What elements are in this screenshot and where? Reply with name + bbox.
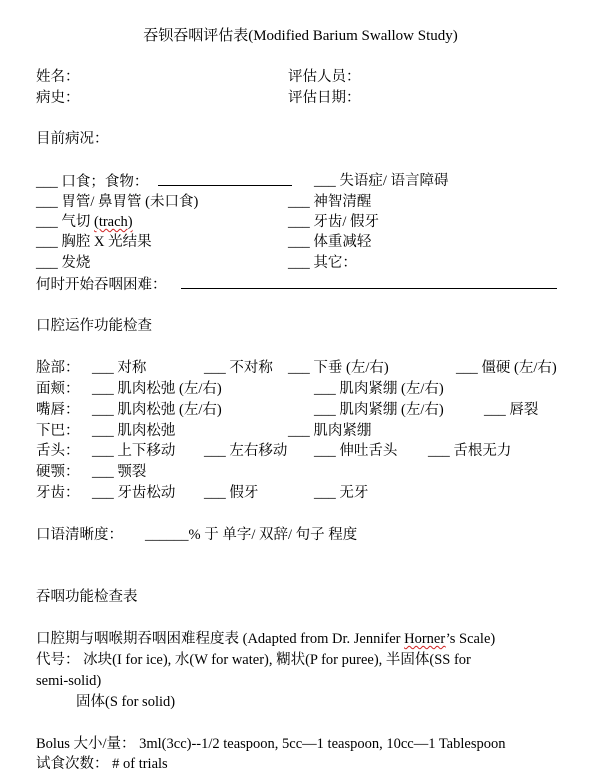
trials-line: 试食次数： # of trials xyxy=(36,756,168,772)
condition-other: ___ 其它： xyxy=(288,255,357,271)
code-line-2: semi-solid) xyxy=(36,673,102,689)
clarity-text: 于 单字/ 双辞/ 句子 程度 xyxy=(204,527,358,543)
condition-alert: ___ 神智清醒 xyxy=(288,194,372,210)
condition-oral-intake: ___ 口食；食物： xyxy=(36,171,292,192)
condition-teeth: ___ 牙齿/ 假牙 xyxy=(288,214,380,230)
tongue-up-down: ___ 上下移动 xyxy=(92,443,176,459)
code-line-3: 固体(S for solid) xyxy=(76,694,176,710)
clarity-blank: ______% xyxy=(145,527,201,543)
jaw-tight: ___ 肌肉紧绷 xyxy=(288,423,372,439)
palate-label: 硬颚： xyxy=(36,464,80,480)
clarity-row xyxy=(36,525,357,545)
code-line-1: 代号： 冰块(I for ice), 水(W for water), 糊状(P for puree), 半固体(SS for xyxy=(36,652,471,668)
face-asymmetric: ___ 不对称 xyxy=(204,360,273,376)
clarity-label: 口语清晰度： xyxy=(36,527,123,543)
face-label: 脸部： xyxy=(36,360,80,376)
bolus-line: Bolus 大小/量： 3ml(3cc)--1/2 teaspoon, 5cc—1 teaspoon, 10cc—1 Tablespoon xyxy=(36,736,506,752)
lips-tight: ___ 肌肉紧绷 (左/右) xyxy=(314,402,444,418)
teeth-denture: ___ 假牙 xyxy=(204,485,259,501)
tongue-label: 舌头： xyxy=(36,443,80,459)
cheek-label: 面颊： xyxy=(36,381,80,397)
jaw-label: 下巴： xyxy=(36,423,80,439)
eval-date-label: 评估日期： xyxy=(288,90,361,106)
condition-chest-xray: ___ 胸腔 X 光结果 xyxy=(36,234,152,250)
condition-trach: ___ 气切 (trach) xyxy=(36,214,133,230)
teeth-none: ___ 无牙 xyxy=(314,485,369,501)
face-droop: ___ 下垂 (左/右) xyxy=(288,360,389,376)
tongue-side: ___ 左右移动 xyxy=(204,443,288,459)
evaluator-label: 评估人员： xyxy=(288,69,361,85)
teeth-label: 牙齿： xyxy=(36,485,80,501)
swallow-heading: 吞咽功能检查表 xyxy=(36,589,138,605)
tongue-base-weak: ___ 舌根无力 xyxy=(428,443,512,459)
jaw-flaccid: ___ 肌肉松弛 xyxy=(92,423,176,439)
condition-feeding-tube: ___ 胃管/ 鼻胃管 (未口食) xyxy=(36,194,199,210)
onset-row: 何时开始吞咽困难： xyxy=(36,274,557,295)
teeth-loose: ___ 牙齿松动 xyxy=(92,485,176,501)
page-title: 吞钡吞咽评估表(Modified Barium Swallow Study) xyxy=(143,28,458,44)
lips-flaccid: ___ 肌肉松弛 (左/右) xyxy=(92,402,222,418)
lips-cleft: ___ 唇裂 xyxy=(484,402,539,418)
cheek-tight: ___ 肌肉紧绷 (左/右) xyxy=(314,381,444,397)
tongue-protrude: ___ 伸吐舌头 xyxy=(314,443,398,459)
condition-fever: ___ 发烧 xyxy=(36,255,91,271)
history-label: 病史： xyxy=(36,90,80,106)
lips-label: 嘴唇： xyxy=(36,402,80,418)
condition-aphasia: ___ 失语症/ 语言障碍 xyxy=(314,173,449,189)
palate-cleft: ___ 颚裂 xyxy=(92,464,147,480)
scale-title: 口腔期与咽喉期吞咽困难程度表 (Adapted from Dr. Jennifer Horner’s Scale) xyxy=(36,631,496,647)
cheek-flaccid: ___ 肌肉松弛 (左/右) xyxy=(92,381,222,397)
face-symmetric: ___ 对称 xyxy=(92,360,147,376)
face-rigid: ___ 僵硬 (左/右) xyxy=(456,360,557,376)
onset-blank-line xyxy=(181,274,557,289)
food-blank-line xyxy=(158,171,292,186)
oral-exam-heading: 口腔运作功能检查 xyxy=(36,318,152,334)
condition-weight-loss: ___ 体重减轻 xyxy=(288,234,372,250)
name-label: 姓名： xyxy=(36,69,80,85)
current-condition-heading: 目前病况： xyxy=(36,131,109,147)
